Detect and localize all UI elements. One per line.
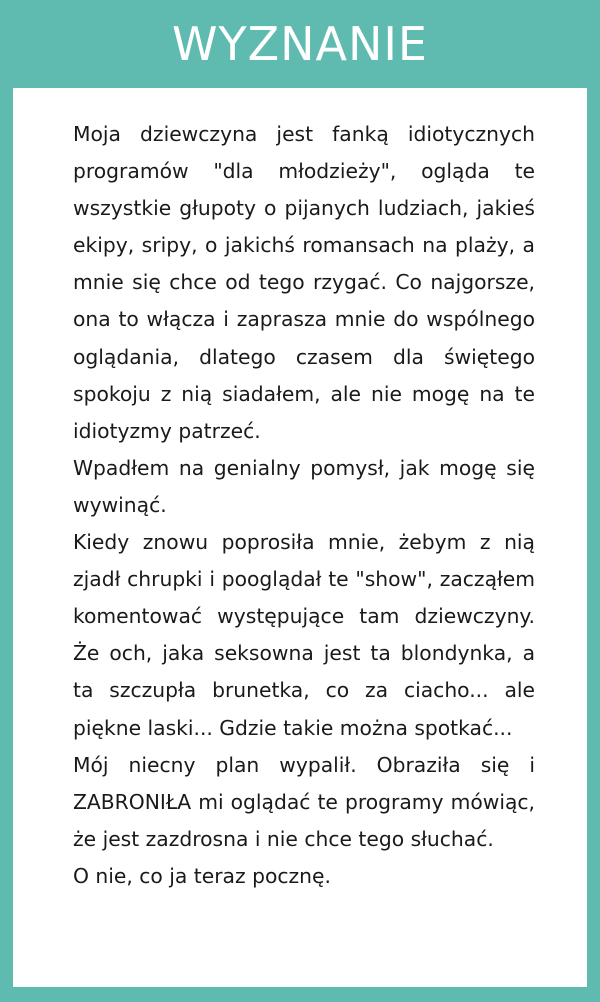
paragraph: Mój niecny plan wypalił. Obraziła się i ZABRONIŁA mi oglądać te programy mówiąc, że jest zazdrosna i nie chce tego słuchać. [73,752,535,851]
paragraph: O nie, co ja teraz pocznę. [73,863,331,888]
paragraph: Wpadłem na genialny pomysł, jak mogę się wywinąć. [73,455,535,517]
confession-text [73,116,535,895]
paragraph: Kiedy znowu poprosiła mnie, żebym z nią zjadł chrupki i pooglądał te "show", zacząłem komentować występujące tam dziewczyny. Że och, jaka seksowna jest ta blondynka, a ta szczupła brunetka, co za ciacho... ale piękne laski... Gdzie takie można spotkać... [73,530,535,740]
confession-panel [13,88,587,987]
paragraph: Moja dziewczyna jest fanką idiotycznych programów "dla młodzieży", ogląda te wszystkie głupoty o pijanych ludziach, jakieś ekipy, sripy, o jakichś romansach na plaży, a mnie się chce od tego rzygać. Co najgorsze, ona to włącza i zaprasza mnie do wspólnego oglądania, dlatego czasem dla świętego spokoju z nią siadałem, ale nie mogę na te idiotyzmy patrzeć. [73,122,535,443]
header-bar [0,0,600,88]
page-title: WYZNANIE [171,17,428,71]
